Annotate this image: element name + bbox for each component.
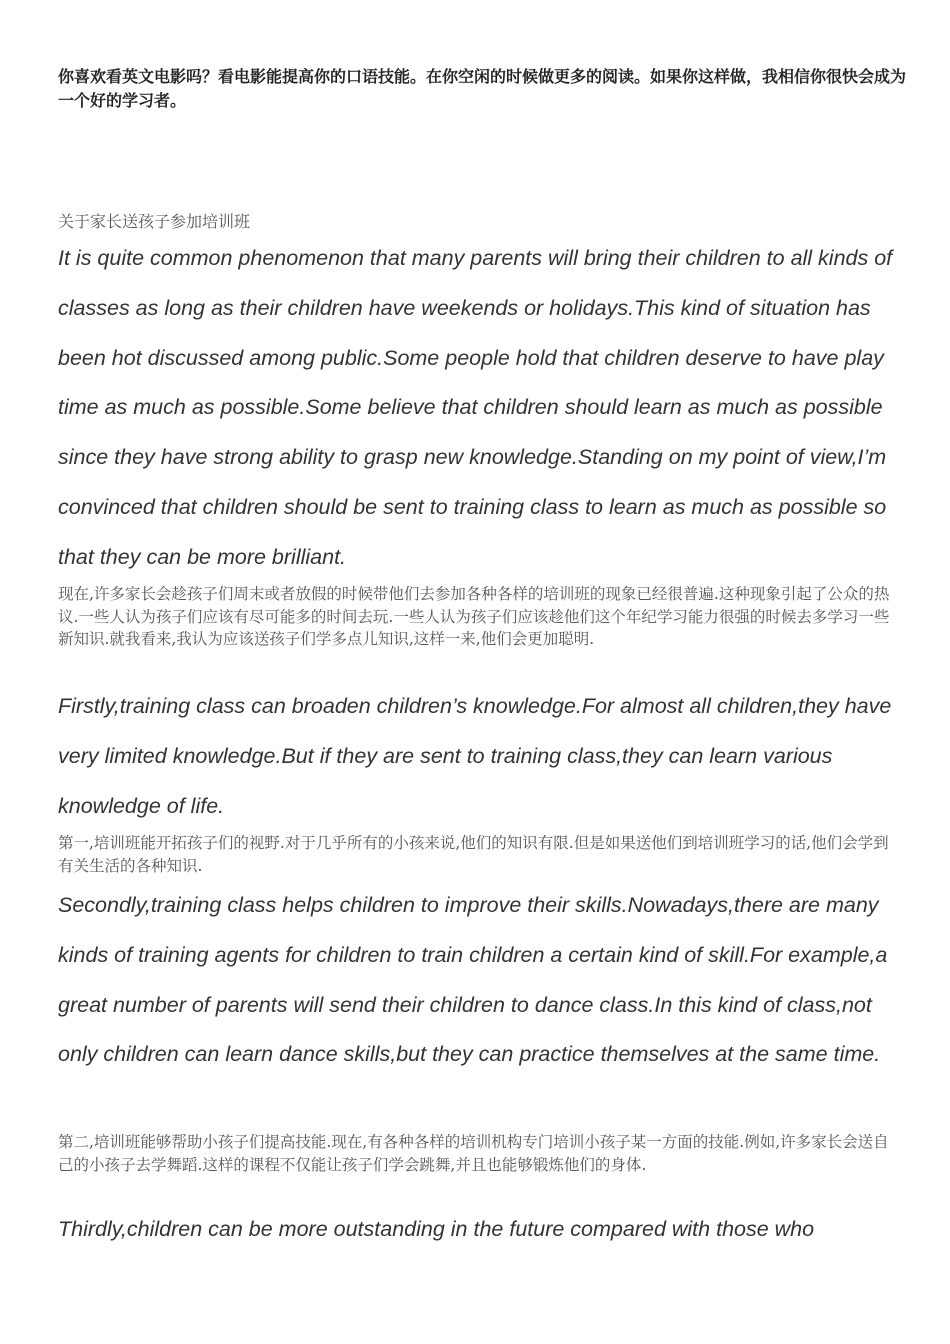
paragraph-3-english: Secondly,training class helps children to improve their skills.Nowadays,there are many kinds of training agents for children to train children a certain kind of skill.For example,a great number of parents will send their children to dance class.In this kind of class,not only children can learn dance skills,but they can practice themselves at the same time.	[58, 893, 888, 1067]
section-title: 关于家长送孩子参加培训班	[58, 212, 251, 231]
paragraph-4-english: Thirdly,children can be more outstanding in the future compared with those who	[58, 1217, 815, 1241]
paragraph-2-chinese: 第一,培训班能开拓孩子们的视野.对于几乎所有的小孩来说,他们的知识有限.但是如果送他们到培训班学习的话,他们会学到有关生活的各种知识.	[58, 834, 889, 875]
intro-paragraph: 你喜欢看英文电影吗？看电影能提高你的口语技能。在你空闲的时候做更多的阅读。如果你这样做，我相信你很快会成为一个好的学习者。	[58, 67, 907, 110]
paragraph-2-english: Firstly,training class can broaden children’s knowledge.For almost all children,they have very limited knowledge.But if they are sent to training class,they can learn various knowledge of life.	[58, 694, 892, 818]
paragraph-1-english: It is quite common phenomenon that many parents will bring their children to all kinds of classes as long as their children have weekends or holidays.This kind of situation has been hot discussed among public.Some people hold that children deserve to have play time as much as possible.Some believe that children should learn as much as possible since they have strong ability to grasp new knowledge.Standing on my point of view,I’m convinced that children should be sent to training class to learn as much as possible so that they can be more brilliant.	[58, 246, 893, 569]
paragraph-3-chinese: 第二,培训班能够帮助小孩子们提高技能.现在,有各种各样的培训机构专门培训小孩子某一方面的技能.例如,许多家长会送自己的小孩子去学舞蹈.这样的课程不仅能让孩子们学会跳舞,并且也能够锻炼他们的身体.	[58, 1133, 889, 1174]
paragraph-1-chinese: 现在,许多家长会趁孩子们周末或者放假的时候带他们去参加各种各样的培训班的现象已经很普遍.这种现象引起了公众的热议.一些人认为孩子们应该有尽可能多的时间去玩.一些人认为孩子们应该趁他们这个年纪学习能力很强的时候去多学习一些新知识.就我看来,我认为应该送孩子们学多点儿知识,这样一来,他们会更加聪明.	[58, 585, 890, 648]
